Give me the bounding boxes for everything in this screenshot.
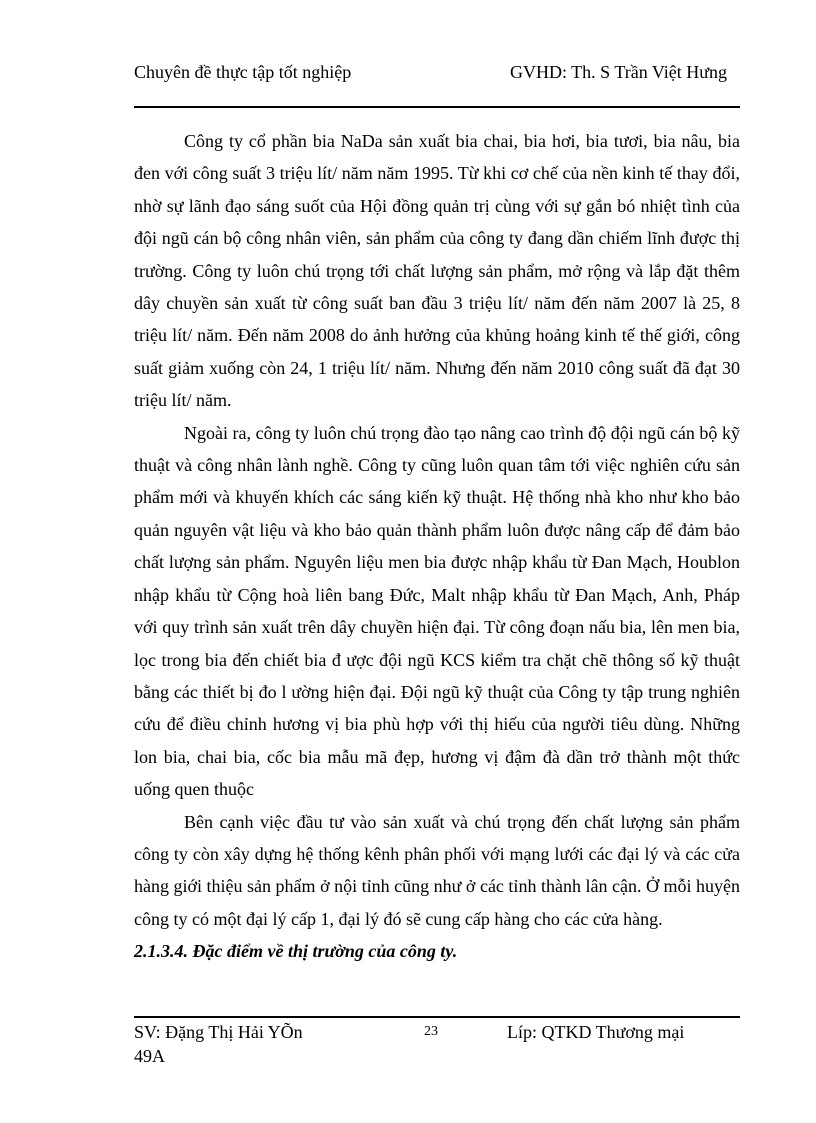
header-rule — [134, 106, 740, 108]
paragraph-training-quality: Ngoài ra, công ty luôn chú trọng đào tạo nâng cao trình độ đội ngũ cán bộ kỹ thuật và công nhân lành nghề. Công ty cũng luôn quan tâm tới việc nghiên cứu sản phẩm mới và khuyến khích các sáng kiến kỹ thuật. Hệ thống nhà kho như kho bảo quản nguyên vật liệu và kho bảo quản thành phẩm luôn được nâng cấp để đảm bảo chất lượng sản phẩm. Nguyên liệu men bia được nhập khẩu từ Đan Mạch, Houblon nhập khẩu từ Cộng hoà liên bang Đức, Malt nhập khẩu từ Đan Mạch, Anh, Pháp với quy trình sản xuất trên dây chuyền hiện đại. Từ công đoạn nấu bia, lên men bia, lọc trong bia đến chiết bia đ ược đội ngũ KCS kiểm tra chặt chẽ thông số kỹ thuật bằng các thiết bị đo l ường hiện đại. Đội ngũ kỹ thuật của Công ty tập trung nghiên cứu để điều chỉnh hương vị bia phù hợp với thị hiếu của người tiêu dùng. Những lon bia, chai bia, cốc bia mẫu mã đẹp, hương vị đậm đà dần trở thành một thức uống quen thuộc — [134, 422, 740, 800]
header-document-title: Chuyên đề thực tập tốt nghiệp — [134, 62, 352, 82]
section-heading: 2.1.3.4. Đặc điểm về thị trường của công ty. — [134, 941, 458, 962]
page-footer — [134, 1020, 740, 1070]
footer-student: SV: Đặng Thị Hải YÕn 49A — [134, 1022, 303, 1066]
header-advisor: GVHD: Th. S Trần Việt Hưng — [510, 62, 728, 82]
footer-class: Líp: QTKD Thương mại — [507, 1022, 685, 1042]
page-header — [134, 60, 740, 108]
paragraph-production-capacity: Công ty cổ phần bia NaDa sản xuất bia chai, bia hơi, bia tươi, bia nâu, bia đen với công suất 3 triệu lít/ năm năm 1995. Từ khi cơ chế của nền kinh tế thay đổi, nhờ sự lãnh đạo sáng suốt của Hội đồng quản trị cùng với sự gắn bó nhiệt tình của đội ngũ cán bộ công nhân viên, sản phẩm của công ty đang dần chiếm lĩnh được thị trường. Công ty luôn chú trọng tới chất lượng sản phẩm, mở rộng và lắp đặt thêm dây chuyền sản xuất từ công suất ban đầu 3 triệu lít/ năm đến năm 2007 là 25, 8 triệu lít/ năm. Đến năm 2008 do ảnh hưởng của khủng hoảng kinh tế thế giới, công suất giảm xuống còn 24, 1 triệu lít/ năm. Nhưng đến năm 2010 công suất đã đạt 30 triệu lít/ năm. — [134, 131, 740, 411]
footer-rule — [134, 1016, 740, 1018]
paragraph-distribution: Bên cạnh việc đầu tư vào sản xuất và chú trọng đến chất lượng sản phẩm công ty còn xây dựng hệ thống kênh phân phối với mạng lưới các đại lý và các cửa hàng giới thiệu sản phẩm ở nội tỉnh cũng như ở các tỉnh thành lân cận. Ở mỗi huyện công ty có một đại lý cấp 1, đại lý đó sẽ cung cấp hàng cho các cửa hàng. — [134, 811, 740, 929]
page-body — [134, 125, 740, 968]
page-number: 23 — [424, 1024, 438, 1039]
